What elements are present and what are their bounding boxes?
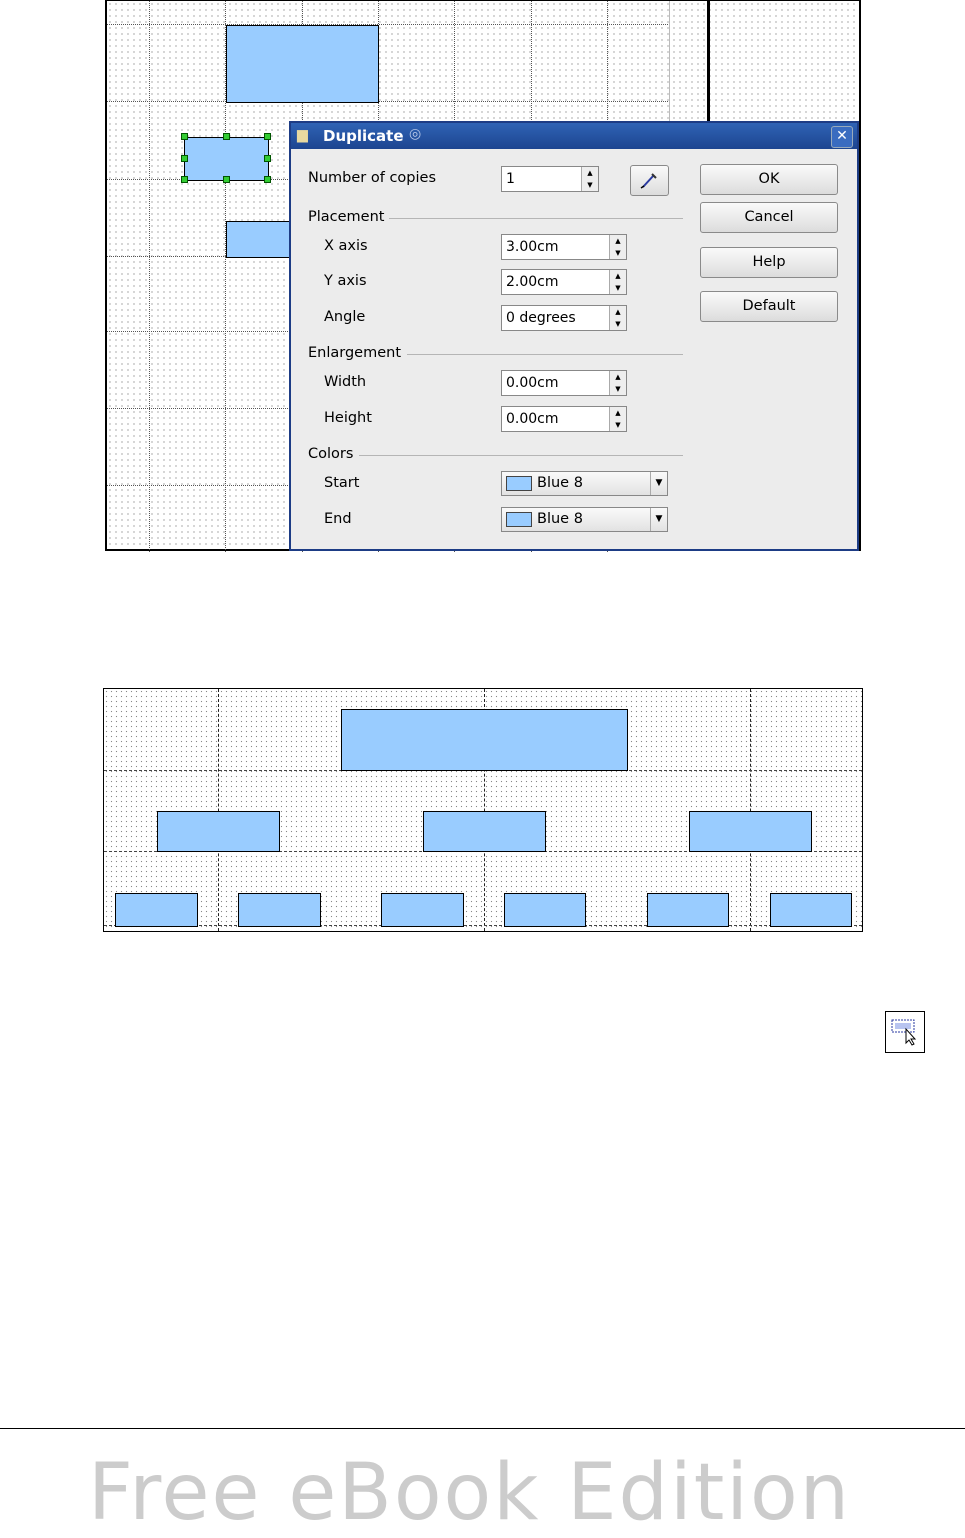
bottom-box[interactable] — [381, 893, 464, 927]
bottom-box[interactable] — [770, 893, 852, 927]
selection-handle[interactable] — [264, 155, 271, 162]
colors-heading: Colors — [308, 446, 354, 462]
spin-down-icon[interactable]: ▼ — [615, 421, 621, 429]
bottom-box[interactable] — [115, 893, 198, 927]
guide-line — [750, 689, 751, 931]
width-spinbox[interactable] — [501, 370, 627, 396]
width-value: 0.00cm — [506, 375, 559, 391]
close-button[interactable] — [831, 126, 853, 148]
enlargement-heading: Enlargement — [308, 345, 402, 361]
guide-line — [104, 925, 862, 926]
text-cursor-icon — [886, 1012, 924, 1052]
bottom-box[interactable] — [238, 893, 321, 927]
folder-icon: ▆ — [297, 127, 308, 143]
copies-spinbox[interactable] — [501, 166, 599, 192]
spin-up-icon[interactable]: ▲ — [615, 237, 621, 245]
start-color-value: Blue 8 — [537, 475, 583, 491]
footer-divider — [0, 1428, 965, 1429]
section-divider — [359, 455, 683, 456]
angle-value: 0 degrees — [506, 310, 576, 326]
angle-spinbox[interactable] — [501, 305, 627, 331]
selection-handle[interactable] — [223, 176, 230, 183]
top-box[interactable] — [341, 709, 628, 771]
height-value: 0.00cm — [506, 411, 559, 427]
middle-box[interactable] — [157, 811, 280, 852]
start-color-select[interactable] — [501, 471, 668, 496]
page-edge — [707, 1, 710, 122]
close-icon: ✕ — [836, 128, 848, 144]
grid-line — [107, 101, 670, 102]
section-divider — [407, 354, 683, 355]
page-border — [669, 1, 670, 121]
dropdown-arrow-icon[interactable]: ▼ — [650, 472, 667, 495]
x-axis-spinbox[interactable] — [501, 234, 627, 260]
spin-down-icon[interactable]: ▼ — [615, 284, 621, 292]
y-axis-value: 2.00cm — [506, 274, 559, 290]
rectangle-shape[interactable] — [226, 25, 379, 103]
grid-line — [149, 1, 150, 552]
spin-down-icon[interactable]: ▼ — [587, 181, 593, 189]
middle-box[interactable] — [689, 811, 812, 852]
spin-up-icon[interactable]: ▲ — [615, 308, 621, 316]
spin-down-icon[interactable]: ▼ — [615, 249, 621, 257]
selection-handle[interactable] — [181, 176, 188, 183]
spin-up-icon[interactable]: ▲ — [587, 169, 593, 177]
footer-watermark: Free eBook Edition — [88, 1448, 852, 1538]
duplicate-dialog — [289, 121, 859, 551]
y-axis-label: Y axis — [324, 273, 367, 289]
selection-handle[interactable] — [264, 133, 271, 140]
bottom-box[interactable] — [504, 893, 586, 927]
guide-line — [218, 689, 219, 931]
selected-rectangle-shape[interactable] — [184, 137, 269, 181]
copies-value: 1 — [506, 171, 515, 187]
dialog-title: Duplicate — [323, 127, 404, 145]
org-chart-canvas[interactable] — [103, 688, 863, 932]
selection-handle[interactable] — [223, 133, 230, 140]
color-swatch — [506, 512, 532, 527]
spin-down-icon[interactable]: ▼ — [615, 385, 621, 393]
default-button[interactable]: Default — [700, 291, 838, 322]
angle-label: Angle — [324, 309, 366, 325]
middle-box[interactable] — [423, 811, 546, 852]
spiral-icon: ◎ — [409, 126, 422, 142]
height-spinbox[interactable] — [501, 406, 627, 432]
end-color-select[interactable] — [501, 507, 668, 532]
cancel-button[interactable]: Cancel — [700, 202, 838, 233]
fit-text-icon — [885, 1011, 925, 1053]
spin-down-icon[interactable]: ▼ — [615, 320, 621, 328]
spin-up-icon[interactable]: ▲ — [615, 272, 621, 280]
spin-up-icon[interactable]: ▲ — [615, 409, 621, 417]
dropdown-arrow-icon[interactable]: ▼ — [650, 508, 667, 531]
spin-up-icon[interactable]: ▲ — [615, 373, 621, 381]
bottom-box[interactable] — [647, 893, 729, 927]
selection-handle[interactable] — [264, 176, 271, 183]
start-color-label: Start — [324, 475, 360, 491]
pick-values-button[interactable] — [630, 165, 669, 196]
x-axis-label: X axis — [324, 238, 368, 254]
placement-heading: Placement — [308, 209, 385, 225]
help-button[interactable]: Help — [700, 247, 838, 278]
y-axis-spinbox[interactable] — [501, 269, 627, 295]
section-divider — [389, 218, 683, 219]
width-label: Width — [324, 374, 367, 390]
dialog-titlebar[interactable] — [291, 123, 857, 149]
copies-label: Number of copies — [308, 170, 436, 186]
pipette-icon — [631, 166, 668, 195]
x-axis-value: 3.00cm — [506, 239, 559, 255]
ok-button[interactable]: OK — [700, 164, 838, 195]
height-label: Height — [324, 410, 372, 426]
selection-handle[interactable] — [181, 155, 188, 162]
end-color-value: Blue 8 — [537, 511, 583, 527]
grid-line — [107, 24, 670, 25]
color-swatch — [506, 476, 532, 491]
selection-handle[interactable] — [181, 133, 188, 140]
end-color-label: End — [324, 511, 352, 527]
